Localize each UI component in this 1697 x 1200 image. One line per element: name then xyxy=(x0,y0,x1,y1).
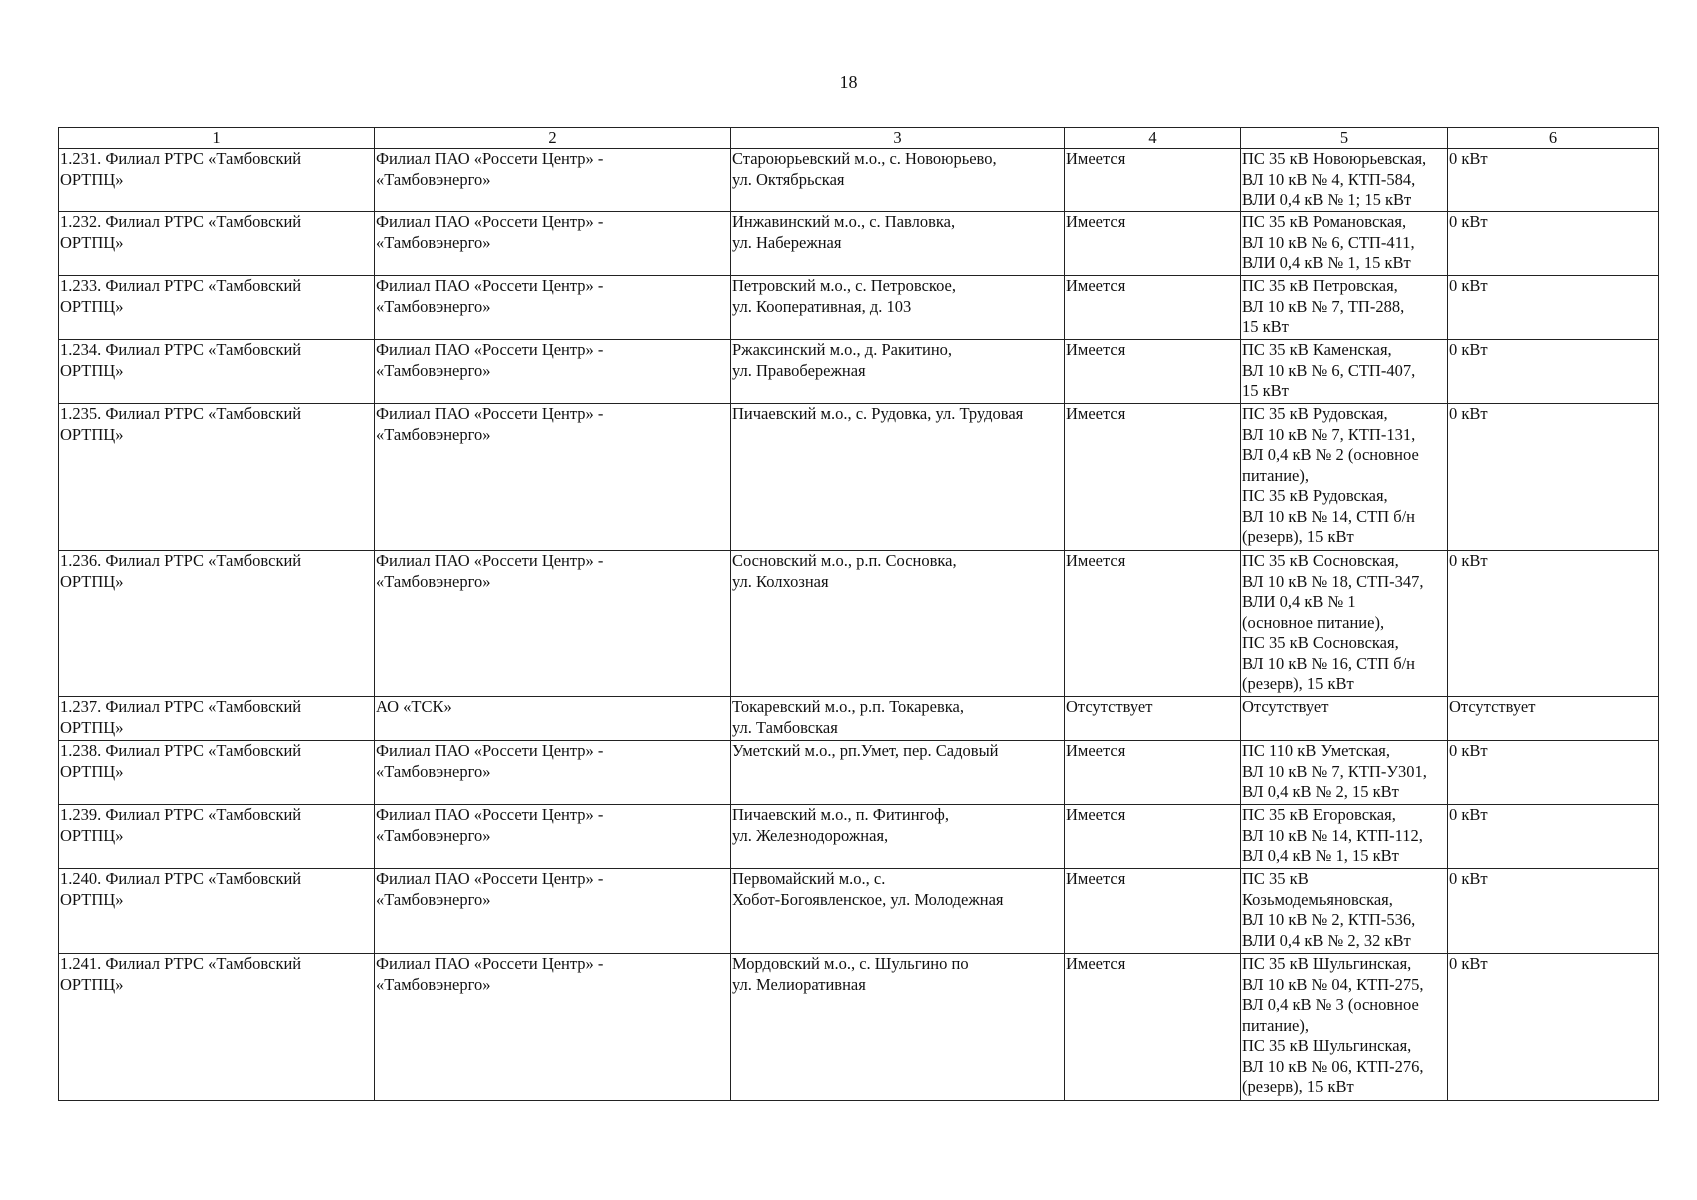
cell-text-line: 1.237. Филиал РТРС «Тамбовский xyxy=(60,697,302,716)
cell-text-line: Имеется xyxy=(1066,551,1126,570)
cell-text-line: Имеется xyxy=(1066,869,1126,888)
cell-text-line: ул. Набережная xyxy=(732,232,842,252)
cell-text-line: (резерв), 15 кВт xyxy=(1242,527,1354,546)
cell-text-line: Имеется xyxy=(1066,954,1126,973)
cell-text-line: ВЛИ 0,4 кВ № 1, 15 кВт xyxy=(1242,253,1411,272)
cell-text-line: ПС 35 кВ Шульгинская, xyxy=(1242,954,1412,973)
cell-text-line: ул. Мелиоративная xyxy=(732,974,866,994)
cell-text-line: Отсутствует xyxy=(1242,697,1329,716)
cell-text-line: ПС 110 кВ Уметская, xyxy=(1242,741,1390,760)
cell-text-line: «Тамбовэнерго» xyxy=(376,761,491,781)
grid-organization-cell xyxy=(375,741,731,805)
cell-text-line: Филиал ПАО «Россети Центр» - xyxy=(376,741,604,760)
connection-point-cell xyxy=(1241,212,1448,276)
cell-text-line: 1.232. Филиал РТРС «Тамбовский xyxy=(60,212,302,231)
cell-text-line: ПС 35 кВ Рудовская, xyxy=(1242,404,1388,423)
cell-text-line: 0 кВт xyxy=(1449,212,1488,231)
cell-text-line: Пичаевский м.о., п. Фитингоф, xyxy=(732,805,949,824)
cell-text-line: 0 кВт xyxy=(1449,869,1488,888)
cell-text-line: «Тамбовэнерго» xyxy=(376,296,491,316)
cell-text-line: 1.233. Филиал РТРС «Тамбовский xyxy=(60,276,302,295)
availability-cell xyxy=(1065,212,1241,276)
location-cell xyxy=(731,805,1065,869)
table-row xyxy=(59,404,1659,551)
cell-text-line: ул. Октябрьская xyxy=(732,169,845,189)
cell-text-line: питание), xyxy=(1242,465,1309,485)
cell-text-line: ул. Железнодорожная, xyxy=(732,825,889,845)
cell-text-line: «Тамбовэнерго» xyxy=(376,360,491,380)
column-header-2: 2 xyxy=(375,128,731,149)
cell-text-line: 0 кВт xyxy=(1449,741,1488,760)
cell-text-line: 1.235. Филиал РТРС «Тамбовский xyxy=(60,404,302,423)
object-name-cell xyxy=(59,954,375,1101)
cell-text-line: ПС 35 кВ Егоровская, xyxy=(1242,805,1396,824)
grid-organization-cell xyxy=(375,149,731,212)
cell-text-line: ОРТПЦ» xyxy=(60,717,124,737)
connection-point-cell xyxy=(1241,954,1448,1101)
power-cell xyxy=(1448,805,1659,869)
cell-text-line: Мордовский м.о., с. Шульгино по xyxy=(732,954,969,973)
cell-text-line: ОРТПЦ» xyxy=(60,571,124,591)
cell-text-line: ПС 35 кВ Рудовская, xyxy=(1242,486,1388,505)
location-cell xyxy=(731,340,1065,404)
object-name-cell xyxy=(59,276,375,340)
connection-point-cell xyxy=(1241,805,1448,869)
cell-text-line: 15 кВт xyxy=(1242,317,1289,336)
cell-text-line: Токаревский м.о., р.п. Токаревка, xyxy=(732,697,964,716)
cell-text-line: 0 кВт xyxy=(1449,276,1488,295)
cell-text-line: ВЛ 10 кВ № 7, КТП-131, xyxy=(1242,424,1416,444)
cell-text-line: «Тамбовэнерго» xyxy=(376,825,491,845)
connection-point-cell xyxy=(1241,340,1448,404)
connection-point-cell xyxy=(1241,276,1448,340)
cell-text-line: «Тамбовэнерго» xyxy=(376,232,491,252)
cell-text-line: Филиал ПАО «Россети Центр» - xyxy=(376,212,604,231)
cell-text-line: ПС 35 кВ Сосновская, xyxy=(1242,551,1399,570)
cell-text-line: ВЛ 10 кВ № 04, КТП-275, xyxy=(1242,974,1424,994)
cell-text-line: ПС 35 кВ xyxy=(1242,869,1309,888)
power-cell xyxy=(1448,551,1659,697)
connection-point-cell xyxy=(1241,551,1448,697)
grid-organization-cell xyxy=(375,954,731,1101)
availability-cell xyxy=(1065,697,1241,741)
table-row xyxy=(59,276,1659,340)
cell-text-line: ВЛ 10 кВ № 14, КТП-112, xyxy=(1242,825,1423,845)
cell-text-line: Филиал ПАО «Россети Центр» - xyxy=(376,276,604,295)
cell-text-line: ПС 35 кВ Шульгинская, xyxy=(1242,1036,1412,1055)
cell-text-line: 1.234. Филиал РТРС «Тамбовский xyxy=(60,340,302,359)
grid-organization-cell xyxy=(375,551,731,697)
grid-organization-cell xyxy=(375,340,731,404)
table-row xyxy=(59,340,1659,404)
cell-text-line: «Тамбовэнерго» xyxy=(376,974,491,994)
cell-text-line: 0 кВт xyxy=(1449,149,1488,168)
cell-text-line: (основное питание), xyxy=(1242,612,1385,632)
cell-text-line: ПС 35 кВ Петровская, xyxy=(1242,276,1398,295)
cell-text-line: ВЛИ 0,4 кВ № 2, 32 кВт xyxy=(1242,930,1411,950)
cell-text-line: Филиал ПАО «Россети Центр» - xyxy=(376,149,604,168)
power-cell xyxy=(1448,340,1659,404)
cell-text-line: Филиал ПАО «Россети Центр» - xyxy=(376,404,604,423)
availability-cell xyxy=(1065,741,1241,805)
table-row xyxy=(59,954,1659,1101)
cell-text-line: Инжавинский м.о., с. Павловка, xyxy=(732,212,956,231)
power-cell xyxy=(1448,741,1659,805)
cell-text-line: 0 кВт xyxy=(1449,404,1488,423)
cell-text-line: ВЛ 0,4 кВ № 3 (основное xyxy=(1242,995,1419,1014)
availability-cell xyxy=(1065,805,1241,869)
cell-text-line: ВЛ 10 кВ № 06, КТП-276, xyxy=(1242,1056,1424,1076)
cell-text-line: ПС 35 кВ Сосновская, xyxy=(1242,633,1399,652)
cell-text-line: 1.239. Филиал РТРС «Тамбовский xyxy=(60,805,302,824)
cell-text-line: (резерв), 15 кВт xyxy=(1242,1077,1354,1096)
cell-text-line: 0 кВт xyxy=(1449,340,1488,359)
cell-text-line: ВЛ 10 кВ № 14, СТП б/н xyxy=(1242,506,1416,526)
data-table xyxy=(58,127,1659,1101)
cell-text-line: АО «ТСК» xyxy=(376,697,452,716)
cell-text-line: ул. Тамбовская xyxy=(732,717,838,737)
cell-text-line: ПС 35 кВ Романовская, xyxy=(1242,212,1407,231)
cell-text-line: 15 кВт xyxy=(1242,381,1289,400)
cell-text-line: 0 кВт xyxy=(1449,954,1488,973)
cell-text-line: Имеется xyxy=(1066,741,1126,760)
table-row xyxy=(59,149,1659,212)
cell-text-line: ОРТПЦ» xyxy=(60,169,124,189)
table-row xyxy=(59,741,1659,805)
grid-organization-cell xyxy=(375,869,731,954)
cell-text-line: Ржаксинский м.о., д. Ракитино, xyxy=(732,340,953,359)
cell-text-line: ВЛИ 0,4 кВ № 1 xyxy=(1242,592,1356,611)
column-header-3: 3 xyxy=(731,128,1065,149)
grid-organization-cell xyxy=(375,805,731,869)
object-name-cell xyxy=(59,741,375,805)
connection-point-cell xyxy=(1241,869,1448,954)
availability-cell xyxy=(1065,149,1241,212)
cell-text-line: ул. Кооперативная, д. 103 xyxy=(732,296,912,316)
cell-text-line: Козьмодемьяновская, xyxy=(1242,889,1393,909)
cell-text-line: ОРТПЦ» xyxy=(60,360,124,380)
cell-text-line: 0 кВт xyxy=(1449,805,1488,824)
cell-text-line: ОРТПЦ» xyxy=(60,296,124,316)
object-name-cell xyxy=(59,404,375,551)
cell-text-line: Пичаевский м.о., с. Рудовка, ул. Трудовая xyxy=(732,404,1024,423)
cell-text-line: ОРТПЦ» xyxy=(60,825,124,845)
cell-text-line: 1.231. Филиал РТРС «Тамбовский xyxy=(60,149,302,168)
availability-cell xyxy=(1065,340,1241,404)
cell-text-line: «Тамбовэнерго» xyxy=(376,571,491,591)
cell-text-line: Имеется xyxy=(1066,340,1126,359)
cell-text-line: ВЛ 10 кВ № 7, ТП-288, xyxy=(1242,296,1405,316)
cell-text-line: ВЛ 0,4 кВ № 1, 15 кВт xyxy=(1242,846,1399,865)
column-header-6: 6 xyxy=(1448,128,1659,149)
cell-text-line: Филиал ПАО «Россети Центр» - xyxy=(376,551,604,570)
connection-point-cell xyxy=(1241,149,1448,212)
power-cell xyxy=(1448,869,1659,954)
table-row xyxy=(59,869,1659,954)
object-name-cell xyxy=(59,212,375,276)
cell-text-line: 1.236. Филиал РТРС «Тамбовский xyxy=(60,551,302,570)
column-header-4: 4 xyxy=(1065,128,1241,149)
cell-text-line: Отсутствует xyxy=(1066,697,1153,716)
cell-text-line: (резерв), 15 кВт xyxy=(1242,674,1354,693)
cell-text-line: Первомайский м.о., с. xyxy=(732,869,886,888)
power-cell xyxy=(1448,697,1659,741)
cell-text-line: Филиал ПАО «Россети Центр» - xyxy=(376,954,604,973)
grid-organization-cell xyxy=(375,697,731,741)
cell-text-line: Петровский м.о., с. Петровское, xyxy=(732,276,956,295)
cell-text-line: ОРТПЦ» xyxy=(60,424,124,444)
availability-cell xyxy=(1065,404,1241,551)
cell-text-line: Отсутствует xyxy=(1449,697,1536,716)
location-cell xyxy=(731,869,1065,954)
location-cell xyxy=(731,551,1065,697)
column-header-1: 1 xyxy=(59,128,375,149)
cell-text-line: Филиал ПАО «Россети Центр» - xyxy=(376,340,604,359)
cell-text-line: Хобот-Богоявленское, ул. Молодежная xyxy=(732,889,1004,909)
page-number: 18 xyxy=(839,72,858,92)
cell-text-line: Имеется xyxy=(1066,276,1126,295)
cell-text-line: ул. Колхозная xyxy=(732,571,829,591)
location-cell xyxy=(731,149,1065,212)
cell-text-line: ул. Правобережная xyxy=(732,360,866,380)
object-name-cell xyxy=(59,340,375,404)
table-row xyxy=(59,212,1659,276)
cell-text-line: ВЛ 10 кВ № 6, СТП-407, xyxy=(1242,360,1416,380)
cell-text-line: 1.241. Филиал РТРС «Тамбовский xyxy=(60,954,302,973)
connection-point-cell xyxy=(1241,741,1448,805)
cell-text-line: Староюрьевский м.о., с. Новоюрьево, xyxy=(732,149,997,168)
object-name-cell xyxy=(59,805,375,869)
cell-text-line: ВЛ 10 кВ № 6, СТП-411, xyxy=(1242,232,1415,252)
object-name-cell xyxy=(59,697,375,741)
availability-cell xyxy=(1065,869,1241,954)
cell-text-line: ВЛ 10 кВ № 4, КТП-584, xyxy=(1242,169,1416,189)
availability-cell xyxy=(1065,276,1241,340)
object-name-cell xyxy=(59,551,375,697)
cell-text-line: Имеется xyxy=(1066,212,1126,231)
cell-text-line: «Тамбовэнерго» xyxy=(376,889,491,909)
cell-text-line: ВЛ 0,4 кВ № 2, 15 кВт xyxy=(1242,782,1399,801)
power-cell xyxy=(1448,276,1659,340)
cell-text-line: ОРТПЦ» xyxy=(60,889,124,909)
cell-text-line: Уметский м.о., рп.Умет, пер. Садовый xyxy=(732,741,999,760)
cell-text-line: 1.238. Филиал РТРС «Тамбовский xyxy=(60,741,302,760)
cell-text-line: ОРТПЦ» xyxy=(60,974,124,994)
power-cell xyxy=(1448,404,1659,551)
cell-text-line: ВЛ 0,4 кВ № 2 (основное xyxy=(1242,445,1419,464)
cell-text-line: питание), xyxy=(1242,1015,1309,1035)
cell-text-line: 0 кВт xyxy=(1449,551,1488,570)
cell-text-line: Филиал ПАО «Россети Центр» - xyxy=(376,805,604,824)
cell-text-line: «Тамбовэнерго» xyxy=(376,424,491,444)
connection-point-cell xyxy=(1241,697,1448,741)
table-body xyxy=(59,149,1659,1101)
location-cell xyxy=(731,404,1065,551)
object-name-cell xyxy=(59,869,375,954)
availability-cell xyxy=(1065,954,1241,1101)
power-cell xyxy=(1448,149,1659,212)
grid-organization-cell xyxy=(375,404,731,551)
table-row xyxy=(59,697,1659,741)
object-name-cell xyxy=(59,149,375,212)
cell-text-line: ВЛ 10 кВ № 7, КТП-У301, xyxy=(1242,761,1427,781)
cell-text-line: ВЛ 10 кВ № 2, КТП-536, xyxy=(1242,910,1416,929)
cell-text-line: Имеется xyxy=(1066,149,1126,168)
availability-cell xyxy=(1065,551,1241,697)
cell-text-line: ПС 35 кВ Новоюрьевская, xyxy=(1242,149,1427,168)
cell-text-line: Имеется xyxy=(1066,805,1126,824)
cell-text-line: ВЛИ 0,4 кВ № 1; 15 кВт xyxy=(1242,190,1412,209)
connection-point-cell xyxy=(1241,404,1448,551)
location-cell xyxy=(731,697,1065,741)
header-row xyxy=(59,128,1659,149)
location-cell xyxy=(731,276,1065,340)
cell-text-line: ПС 35 кВ Каменская, xyxy=(1242,340,1392,359)
cell-text-line: ВЛ 10 кВ № 16, СТП б/н xyxy=(1242,653,1416,673)
cell-text-line: Филиал ПАО «Россети Центр» - xyxy=(376,869,604,888)
cell-text-line: ВЛ 10 кВ № 18, СТП-347, xyxy=(1242,571,1424,591)
column-header-5: 5 xyxy=(1241,128,1448,149)
power-cell xyxy=(1448,212,1659,276)
cell-text-line: ОРТПЦ» xyxy=(60,761,124,781)
table-row xyxy=(59,551,1659,697)
power-cell xyxy=(1448,954,1659,1101)
cell-text-line: 1.240. Филиал РТРС «Тамбовский xyxy=(60,869,302,888)
location-cell xyxy=(731,212,1065,276)
grid-organization-cell xyxy=(375,276,731,340)
cell-text-line: Имеется xyxy=(1066,404,1126,423)
cell-text-line: «Тамбовэнерго» xyxy=(376,169,491,189)
location-cell xyxy=(731,954,1065,1101)
cell-text-line: ОРТПЦ» xyxy=(60,232,124,252)
table-row xyxy=(59,805,1659,869)
grid-organization-cell xyxy=(375,212,731,276)
location-cell xyxy=(731,741,1065,805)
cell-text-line: Сосновский м.о., р.п. Сосновка, xyxy=(732,551,957,570)
